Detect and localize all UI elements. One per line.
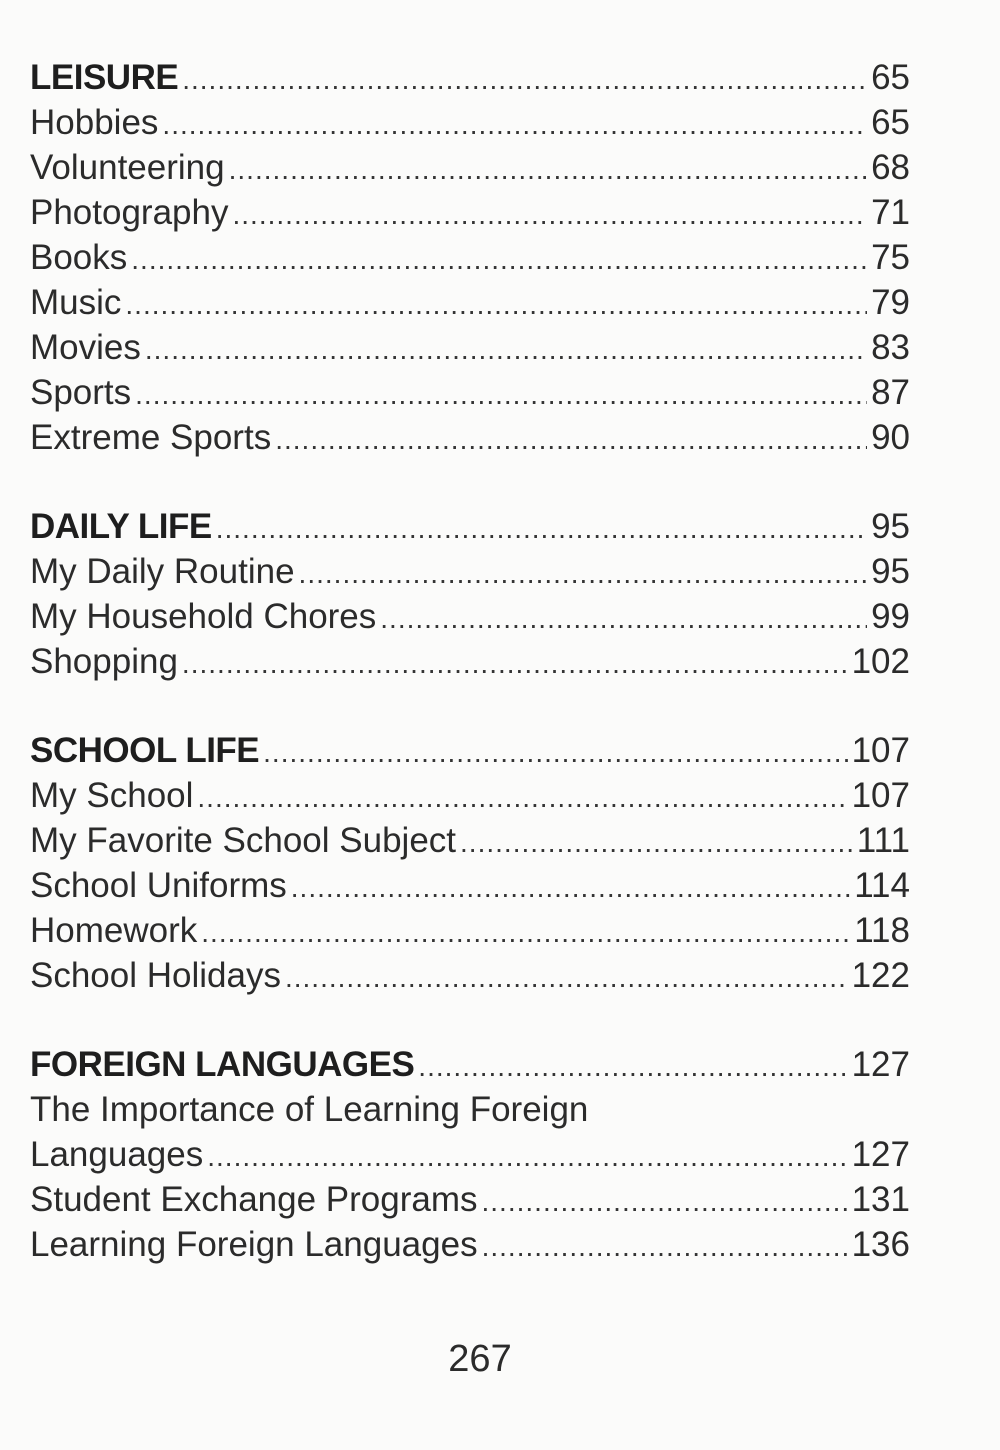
toc-heading-page: 107 (851, 731, 910, 770)
dot-leader (197, 773, 847, 820)
toc-entry-page: 71 (871, 193, 910, 232)
toc-entry[interactable] (30, 908, 910, 953)
toc-section-leisure (30, 55, 910, 460)
toc-entry-title: Sports (30, 373, 132, 412)
toc-entry[interactable] (30, 190, 910, 235)
toc-entry[interactable] (30, 235, 910, 280)
toc-section-daily-life (30, 504, 910, 684)
toc-entry-page: 131 (851, 1180, 910, 1219)
toc-entry[interactable] (30, 1177, 910, 1222)
dot-leader (275, 415, 867, 462)
dot-leader (201, 908, 850, 955)
toc-section-foreign-languages (30, 1042, 910, 1267)
toc-entry-title: Learning Foreign Languages (30, 1225, 478, 1264)
toc-entry-page: 83 (871, 328, 910, 367)
dot-leader (131, 235, 867, 282)
toc-entry-page: 114 (854, 866, 910, 905)
toc-heading-page: 127 (851, 1045, 910, 1084)
toc-heading[interactable] (30, 504, 910, 549)
toc-heading[interactable] (30, 55, 910, 100)
toc-entry-page: 118 (854, 911, 910, 950)
toc-entry-page: 90 (871, 418, 910, 457)
toc-entry-page: 79 (871, 283, 910, 322)
toc-heading-title: SCHOOL LIFE (30, 731, 260, 770)
toc-entry[interactable] (30, 280, 910, 325)
toc-entry[interactable] (30, 549, 910, 594)
page-number: 267 (448, 1338, 512, 1380)
toc-entry-page: 127 (851, 1135, 910, 1174)
dot-leader (482, 1222, 848, 1269)
toc-heading-page: 65 (871, 58, 910, 97)
toc-entry-title: Volunteering (30, 148, 225, 187)
toc-heading-title: DAILY LIFE (30, 507, 212, 546)
dot-leader (263, 728, 847, 775)
dot-leader (232, 190, 867, 237)
dot-leader (285, 953, 848, 1000)
toc-entry-title: My Daily Routine (30, 552, 295, 591)
toc-entry[interactable] (30, 145, 910, 190)
toc-entry-page: 99 (871, 597, 910, 636)
toc-entry-page: 75 (871, 238, 910, 277)
toc-entry[interactable] (30, 594, 910, 639)
toc-entry-title: Movies (30, 328, 141, 367)
dot-leader (299, 549, 868, 596)
dot-leader (380, 594, 867, 641)
dot-leader (182, 55, 867, 102)
toc-entry-page: 111 (856, 821, 910, 860)
toc-entry-title: Books (30, 238, 128, 277)
toc-entry[interactable] (30, 639, 910, 684)
toc-entry-title: My Favorite School Subject (30, 821, 457, 860)
toc-entry-page: 68 (871, 148, 910, 187)
dot-leader (125, 280, 867, 327)
toc-entry-title: Photography (30, 193, 229, 232)
toc-entry[interactable] (30, 325, 910, 370)
toc-heading-page: 95 (871, 507, 910, 546)
toc-entry-title: Music (30, 283, 122, 322)
toc-entry[interactable] (30, 100, 910, 145)
toc-entry[interactable] (30, 415, 910, 460)
toc-entry-title: Homework (30, 911, 198, 950)
dot-leader (162, 100, 867, 147)
toc-entry[interactable] (30, 773, 910, 818)
toc-heading[interactable] (30, 1042, 910, 1087)
toc-entry-page: 107 (851, 776, 910, 815)
toc-entry-page: 136 (851, 1225, 910, 1264)
toc-entry-title: My Household Chores (30, 597, 377, 636)
toc-entry-title: Shopping (30, 642, 178, 681)
table-of-contents (30, 55, 910, 1311)
toc-heading-title: FOREIGN LANGUAGES (30, 1045, 415, 1084)
toc-entry-page: 95 (871, 552, 910, 591)
dot-leader (481, 1177, 847, 1224)
toc-entry-title: Student Exchange Programs (30, 1180, 478, 1219)
dot-leader (182, 639, 848, 686)
toc-entry-page: 87 (871, 373, 910, 412)
toc-entry-title: School Uniforms (30, 866, 287, 905)
dot-leader (291, 863, 850, 910)
toc-section-school-life (30, 728, 910, 998)
toc-entry-title-continuation: Languages (30, 1135, 204, 1174)
toc-entry-title: The Importance of Learning Foreign (30, 1090, 589, 1129)
toc-entry-title: Hobbies (30, 103, 159, 142)
dot-leader (207, 1132, 847, 1179)
toc-entry[interactable] (30, 1222, 910, 1267)
toc-heading[interactable] (30, 728, 910, 773)
toc-entry[interactable] (30, 863, 910, 908)
dot-leader (229, 145, 867, 192)
dot-leader (145, 325, 867, 372)
dot-leader (135, 370, 867, 417)
dot-leader (216, 504, 867, 551)
toc-entry-title: School Holidays (30, 956, 281, 995)
dot-leader (460, 818, 853, 865)
toc-entry-title: Extreme Sports (30, 418, 272, 457)
toc-entry-first-line[interactable] (30, 1087, 910, 1132)
toc-entry-page: 65 (871, 103, 910, 142)
toc-entry-title: My School (30, 776, 194, 815)
toc-entry-page: 122 (851, 956, 910, 995)
toc-entry[interactable] (30, 818, 910, 863)
toc-entry[interactable] (30, 953, 910, 998)
dot-leader (418, 1042, 847, 1089)
toc-entry-continuation[interactable] (30, 1132, 910, 1177)
toc-heading-title: LEISURE (30, 58, 179, 97)
toc-entry-page: 102 (851, 642, 910, 681)
toc-entry[interactable] (30, 370, 910, 415)
